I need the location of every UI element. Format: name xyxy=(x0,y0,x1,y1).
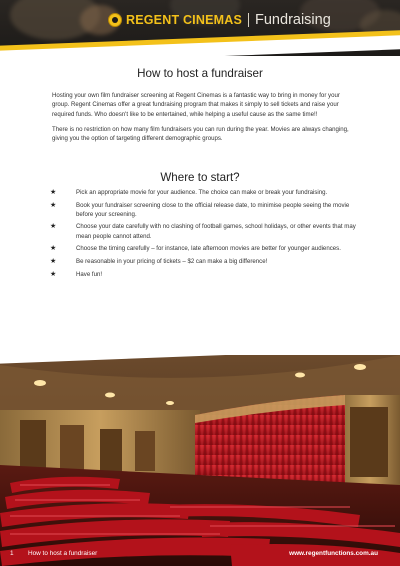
list-item: ★ Be reasonable in your pricing of tickets – $2 can make a big difference! xyxy=(50,257,268,265)
regent-cinemas-logo-icon xyxy=(108,13,122,27)
page-number: 1 xyxy=(10,550,14,557)
list-item: ★ Pick an appropriate movie for your audience. The choice can make or break your fundraising. xyxy=(50,189,328,196)
tips-list xyxy=(50,188,360,282)
star-icon: ★ xyxy=(50,201,57,209)
star-icon: ★ xyxy=(50,189,57,196)
brand-divider xyxy=(248,13,249,27)
list-item: ★ Book your fundraiser screening close to the official release date, to minimise people seeing the movie before your screening. xyxy=(50,201,350,218)
intro-paragraph-2: There is no restriction on how many film fundraisers you can run during the year. Movies are always changing, giving you the option of targeting different demographic groups. xyxy=(52,126,349,143)
star-icon: ★ xyxy=(50,245,57,253)
list-item: ★ Choose your date carefully with no clashing of football games, school holidays, or other events that may mean people cannot attend. xyxy=(50,223,356,240)
brand-lockup xyxy=(108,11,331,29)
star-icon: ★ xyxy=(50,257,57,265)
star-icon: ★ xyxy=(50,223,57,231)
footer xyxy=(0,546,400,566)
theater-photo xyxy=(0,355,400,566)
list-item: ★ Have fun! xyxy=(50,270,103,278)
brand-section: Fundraising xyxy=(255,12,331,28)
brand-name: REGENT CINEMAS xyxy=(126,13,243,27)
list-item: ★ Choose the timing carefully – for instance, late afternoon movies are better for younger audiences. xyxy=(50,245,341,253)
footer-page-label: How to host a fundraiser xyxy=(28,550,98,557)
intro-title: How to host a fundraiser xyxy=(137,67,263,80)
header-banner xyxy=(0,0,400,56)
start-title: Where to start? xyxy=(160,171,240,184)
star-icon: ★ xyxy=(50,270,57,278)
intro-paragraph-1: Hosting your own film fundraiser screening at Regent Cinemas is a fantastic way to bring in money for your group. Regent Cinemas offer a great fundraising program that makes it simply to sell tickets and raise your required funds. Who doesn't like to be entertained, while helping a useful cause as the same time!! xyxy=(52,92,340,118)
footer-url-link[interactable]: www.regentfunctions.com.au xyxy=(289,550,378,557)
